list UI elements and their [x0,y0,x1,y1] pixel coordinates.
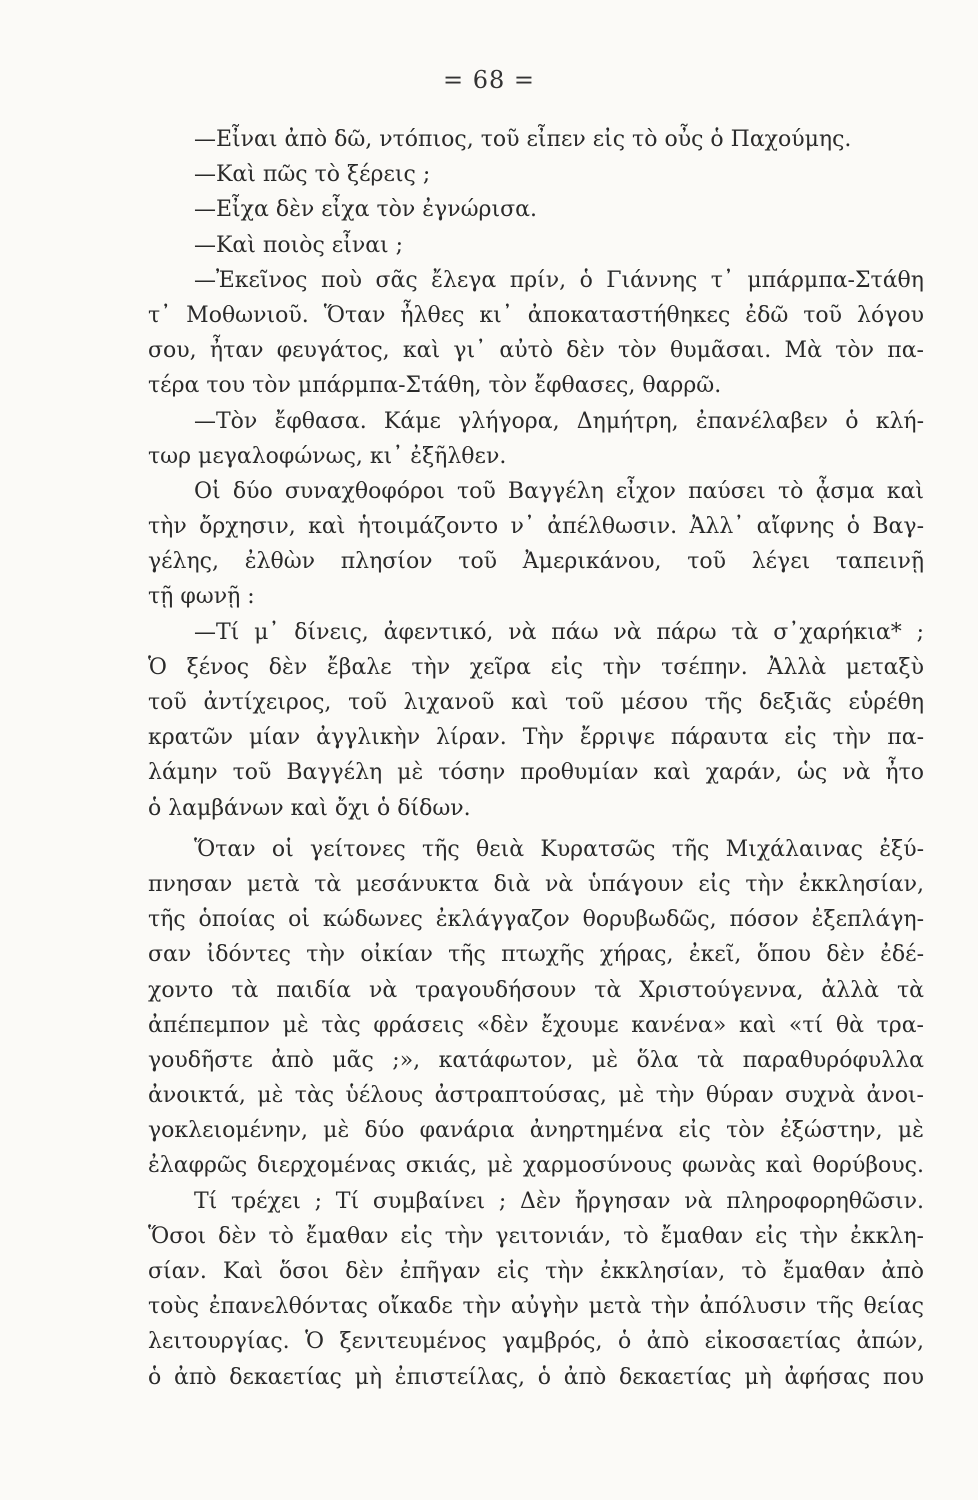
text-line: τέρα του τὸν μπάρμπα-Στάθη, τὸν ἔφθασες, θαρρῶ. [148,373,722,399]
text-line: γέλης, ἐλθὼν πλησίον τοῦ Ἀμερικάνου, τοῦ λέγει ταπεινῇ [148,549,924,575]
text-line: —Τὸν ἔφθασα. Κάμε γλήγορα, Δημήτρη, ἐπανέλαβεν ὁ κλή- [194,408,924,434]
text-line: χοντο τὰ παιδία νὰ τραγουδήσουν τὰ Χριστούγεννα, ἀλλὰ τὰ [148,977,924,1003]
text-line: σαν ἰδόντες τὴν οἰκίαν τῆς πτωχῆς χήρας, ἐκεῖ, ὅπου δὲν ἐδέ- [148,942,924,968]
text-line: —Εἶναι ἀπὸ δῶ, ντόπιος, τοῦ εἶπεν εἰς τὸ οὖς ὁ Παχούμης. [194,127,852,152]
text-line: τῆς ὁποίας οἱ κώδωνες ἐκλάγγαζον θορυβωδῶς, πόσον ἐξεπλάγη- [148,907,924,933]
text-line: ὁ ἀπὸ δεκαετίας μὴ ἐπιστείλας, ὁ ἀπὸ δεκαετίας μὴ ἀφήσας που [148,1364,924,1390]
text-line: τωρ μεγαλοφώνως, κι᾽ ἐξῆλθεν. [148,443,507,469]
text-line: Ὅταν οἱ γείτονες τῆς θειὰ Κυρατσῶς τῆς Μιχάλαινας ἐξύ- [194,836,924,862]
text-line: τοὺς ἐπανελθόντας οἴκαδε τὴν αὐγὴν μετὰ τὴν ἀπόλυσιν τῆς θείας [148,1294,924,1320]
text-line: ἐλαφρῶς διερχομένας σκιάς, μὲ χαρμοσύνους φωνὰς καὶ θορύβους. [148,1153,924,1179]
text-line: λειτουργίας. Ὁ ξενιτευμένος γαμβρός, ὁ ἀπὸ εἰκοσαετίας ἀπών, [148,1329,924,1355]
text-line: σίαν. Καὶ ὅσοι δὲν ἐπῆγαν εἰς τὴν ἐκκλησίαν, τὸ ἔμαθαν ἀπὸ [148,1259,924,1284]
text-line: —Καὶ ποιὸς εἶναι ; [194,232,404,258]
text-line: Τί τρέχει ; Τί συμβαίνει ; Δὲν ἤργησαν νὰ πληροφορηθῶσιν. [194,1188,924,1214]
text-line: πνησαν μετὰ τὰ μεσάνυκτα διὰ νὰ ὑπάγουν εἰς τὴν ἐκκλησίαν, [148,871,924,897]
text-line: ὁ λαμβάνων καὶ ὄχι ὁ δίδων. [148,795,471,821]
text-line: —Τί μ᾽ δίνεις, ἀφεντικό, νὰ πάω νὰ πάρω τὰ σ᾽χαρήκια* ; [194,619,924,645]
text-line: γοκλειομένην, μὲ δύο φανάρια ἀνηρτημένα εἰς τὸν ἐξώστην, μὲ [148,1118,924,1144]
text-line: ἀνοικτά, μὲ τὰς ὑέλους ἀστραπτούσας, μὲ τὴν θύραν συχνὰ ἀνοι- [148,1083,924,1109]
text-line: Ὅσοι δὲν τὸ ἔμαθαν εἰς τὴν γειτονιάν, τὸ ἔμαθαν εἰς τὴν ἐκκλη- [148,1223,924,1249]
text-line: —Εἶχα δὲν εἶχα τὸν ἐγνώρισα. [194,197,537,223]
text-line: κρατῶν μίαν ἀγγλικὴν λίραν. Τὴν ἔρριψε πάραυτα εἰς τὴν πα- [148,725,924,751]
text-line: —Καὶ πῶς τὸ ξέρεις ; [194,162,431,188]
text-line: γουδῆστε ἀπὸ μᾶς ;», κατάφωτον, μὲ ὅλα τὰ παραθυρόφυλλα [148,1047,924,1073]
text-line: λάμην τοῦ Βαγγέλη μὲ τόσην προθυμίαν καὶ χαράν, ὡς νὰ ἦτο [148,760,924,786]
body-text [148,122,924,1395]
text-line: τὴν ὄρχησιν, καὶ ἡτοιμάζοντο ν᾽ ἀπέλθωσιν. Ἀλλ᾽ αἴφνης ὁ Βαγ- [148,514,924,540]
text-line: τ᾽ Μοθωνιοῦ. Ὅταν ἦλθες κι᾽ ἀποκαταστήθηκες ἐδῶ τοῦ λόγου [148,302,924,328]
text-line: τοῦ ἀντίχειρος, τοῦ λιχανοῦ καὶ τοῦ μέσου τῆς δεξιᾶς εὑρέθη [148,690,924,715]
text-line: τῇ φωνῇ : [148,584,255,610]
text-line: Οἱ δύο συναχθοφόροι τοῦ Βαγγέλη εἶχον παύσει τὸ ᾆσμα καὶ [194,478,924,504]
text-line: ἀπέπεμπον μὲ τὰς φράσεις «δὲν ἔχουμε κανένα» καὶ «τί θὰ τρα- [148,1012,924,1038]
text-line: —Ἐκεῖνος ποὺ σᾶς ἔλεγα πρίν, ὁ Γιάννης τ᾽ μπάρμπα-Στάθη [194,267,924,293]
text-line: Ὁ ξένος δὲν ἔβαλε τὴν χεῖρα εἰς τὴν τσέπην. Ἀλλὰ μεταξὺ [148,654,924,680]
page-number: = 68 = [442,66,535,94]
text-line: σου, ἦταν φευγάτος, καὶ γι᾽ αὐτὸ δὲν τὸν θυμᾶσαι. Μὰ τὸν πα- [148,338,924,364]
